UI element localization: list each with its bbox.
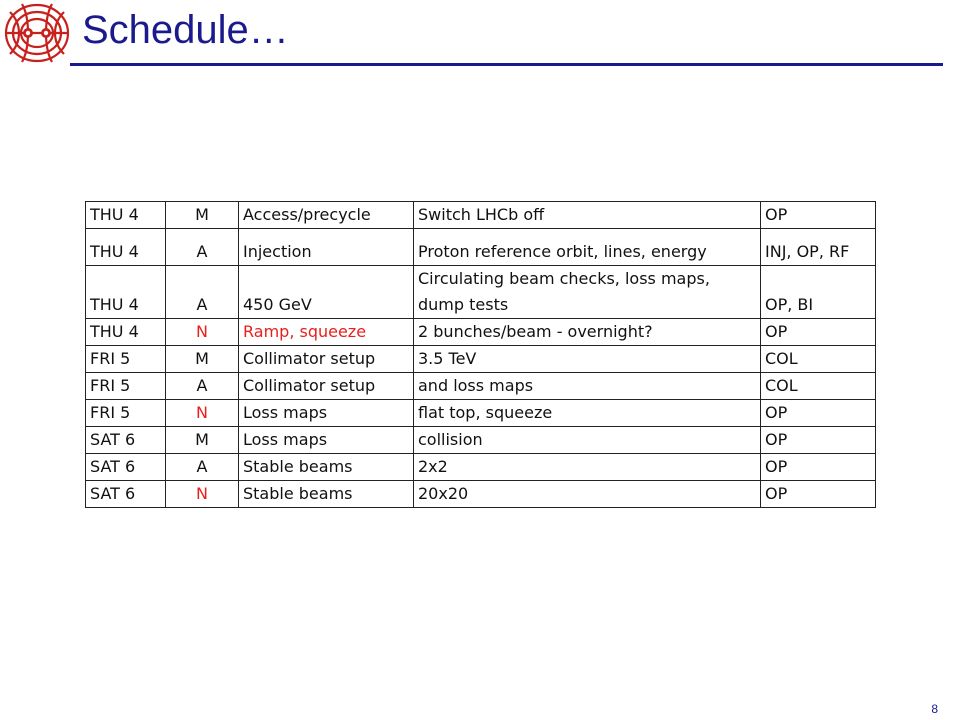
team-cell: OP, BI — [761, 266, 876, 319]
day-cell: SAT 6 — [86, 481, 166, 508]
day-cell: FRI 5 — [86, 373, 166, 400]
activity-cell: Ramp, squeeze — [239, 319, 414, 346]
day-cell: THU 4 — [86, 202, 166, 229]
shift-cell: N — [166, 319, 239, 346]
shift-cell: N — [166, 400, 239, 427]
details-cell: 3.5 TeV — [414, 346, 761, 373]
activity-cell: 450 GeV — [239, 266, 414, 319]
schedule-row — [86, 481, 876, 508]
details-cell: 2x2 — [414, 454, 761, 481]
day-cell: SAT 6 — [86, 427, 166, 454]
schedule-row — [86, 427, 876, 454]
day-cell: THU 4 — [86, 319, 166, 346]
details-cell: and loss maps — [414, 373, 761, 400]
shift-cell: A — [166, 266, 239, 319]
day-cell: SAT 6 — [86, 454, 166, 481]
team-cell: COL — [761, 373, 876, 400]
title-divider — [70, 63, 943, 66]
details-cell: Proton reference orbit, lines, energy — [414, 229, 761, 266]
activity-cell: Stable beams — [239, 454, 414, 481]
details-cell: Circulating beam checks, loss maps, dump tests — [414, 266, 761, 319]
day-cell: THU 4 — [86, 229, 166, 266]
activity-cell: Collimator setup — [239, 373, 414, 400]
team-cell: INJ, OP, RF — [761, 229, 876, 266]
shift-cell: M — [166, 346, 239, 373]
details-cell: collision — [414, 427, 761, 454]
lhc-magnet-logo-icon — [2, 0, 72, 66]
team-cell: COL — [761, 346, 876, 373]
activity-cell: Loss maps — [239, 427, 414, 454]
schedule-row — [86, 400, 876, 427]
team-cell: OP — [761, 400, 876, 427]
schedule-row — [86, 202, 876, 229]
activity-cell: Loss maps — [239, 400, 414, 427]
schedule-row — [86, 346, 876, 373]
day-cell: THU 4 — [86, 266, 166, 319]
slide-title: Schedule… — [82, 8, 289, 52]
page-number: 8 — [931, 702, 938, 716]
team-cell: OP — [761, 481, 876, 508]
activity-cell: Injection — [239, 229, 414, 266]
shift-cell: A — [166, 373, 239, 400]
team-cell: OP — [761, 319, 876, 346]
schedule-row — [86, 266, 876, 319]
schedule-table — [85, 201, 876, 508]
schedule-row — [86, 373, 876, 400]
schedule-row — [86, 454, 876, 481]
day-cell: FRI 5 — [86, 346, 166, 373]
details-cell: 2 bunches/beam - overnight? — [414, 319, 761, 346]
team-cell: OP — [761, 202, 876, 229]
schedule-row — [86, 319, 876, 346]
activity-cell: Collimator setup — [239, 346, 414, 373]
activity-cell: Stable beams — [239, 481, 414, 508]
shift-cell: A — [166, 229, 239, 266]
activity-cell: Access/precycle — [239, 202, 414, 229]
team-cell: OP — [761, 427, 876, 454]
shift-cell: M — [166, 202, 239, 229]
day-cell: FRI 5 — [86, 400, 166, 427]
details-cell: 20x20 — [414, 481, 761, 508]
shift-cell: A — [166, 454, 239, 481]
schedule-row — [86, 229, 876, 266]
shift-cell: M — [166, 427, 239, 454]
details-cell: flat top, squeeze — [414, 400, 761, 427]
shift-cell: N — [166, 481, 239, 508]
team-cell: OP — [761, 454, 876, 481]
details-cell: Switch LHCb off — [414, 202, 761, 229]
